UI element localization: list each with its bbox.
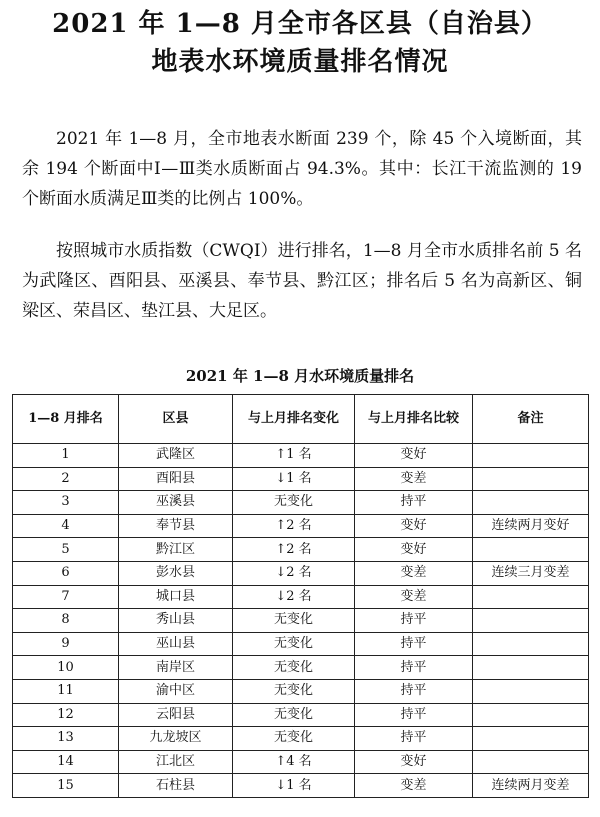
cell-compare: 变差 bbox=[355, 585, 473, 609]
cell-rank: 10 bbox=[13, 656, 119, 680]
cell-district: 江北区 bbox=[119, 750, 233, 774]
table-header-row bbox=[13, 395, 589, 444]
table-caption: 2021 年 1—8 月水环境质量排名 bbox=[185, 367, 415, 385]
cell-district: 秀山县 bbox=[119, 609, 233, 633]
cell-rank: 7 bbox=[13, 585, 119, 609]
cell-note bbox=[473, 538, 589, 562]
cell-change: ↓2 名 bbox=[233, 561, 355, 585]
cell-compare: 持平 bbox=[355, 491, 473, 515]
header-compare: 与上月排名比较 bbox=[355, 395, 473, 444]
cell-compare: 变差 bbox=[355, 467, 473, 491]
cell-rank: 6 bbox=[13, 561, 119, 585]
cell-note: 连续两月变差 bbox=[473, 774, 589, 798]
ranking-table bbox=[12, 394, 589, 798]
cell-change: ↑4 名 bbox=[233, 750, 355, 774]
table-body bbox=[13, 444, 589, 798]
cell-compare: 持平 bbox=[355, 727, 473, 751]
cell-compare: 变差 bbox=[355, 561, 473, 585]
header-rank: 1—8 月排名 bbox=[13, 395, 119, 444]
table-row bbox=[13, 632, 589, 656]
table-row bbox=[13, 444, 589, 468]
cell-district: 巫山县 bbox=[119, 632, 233, 656]
cell-district: 石柱县 bbox=[119, 774, 233, 798]
cell-rank: 1 bbox=[13, 444, 119, 468]
cell-district: 南岸区 bbox=[119, 656, 233, 680]
cell-note bbox=[473, 467, 589, 491]
cell-note bbox=[473, 609, 589, 633]
cell-compare: 变好 bbox=[355, 538, 473, 562]
table-row bbox=[13, 514, 589, 538]
cell-rank: 13 bbox=[13, 727, 119, 751]
cell-change: 无变化 bbox=[233, 727, 355, 751]
cell-rank: 12 bbox=[13, 703, 119, 727]
table-row bbox=[13, 585, 589, 609]
cell-compare: 持平 bbox=[355, 609, 473, 633]
table-row bbox=[13, 656, 589, 680]
cell-note bbox=[473, 679, 589, 703]
table-row bbox=[13, 774, 589, 798]
cell-change: ↑2 名 bbox=[233, 514, 355, 538]
cell-rank: 9 bbox=[13, 632, 119, 656]
cell-compare: 持平 bbox=[355, 632, 473, 656]
cell-compare: 变差 bbox=[355, 774, 473, 798]
table-row bbox=[13, 609, 589, 633]
paragraph-ranking: 按照城市水质指数（CWQI）进行排名，1—8 月全市水质排名前 5 名为武隆区、酉阳县、巫溪县、奉节县、黔江区；排名后 5 名为高新区、铜梁区、荣昌区、垫江县、大足区。 bbox=[22, 241, 582, 321]
cell-change: ↓2 名 bbox=[233, 585, 355, 609]
cell-change: 无变化 bbox=[233, 632, 355, 656]
cell-rank: 4 bbox=[13, 514, 119, 538]
document-title-line2: 地表水环境质量排名情况 bbox=[151, 47, 449, 77]
cell-rank: 2 bbox=[13, 467, 119, 491]
cell-change: 无变化 bbox=[233, 656, 355, 680]
cell-change: 无变化 bbox=[233, 609, 355, 633]
header-district: 区县 bbox=[119, 395, 233, 444]
cell-note bbox=[473, 656, 589, 680]
cell-district: 武隆区 bbox=[119, 444, 233, 468]
cell-note: 连续三月变差 bbox=[473, 561, 589, 585]
cell-note bbox=[473, 491, 589, 515]
header-note: 备注 bbox=[473, 395, 589, 444]
cell-note bbox=[473, 703, 589, 727]
header-change: 与上月排名变化 bbox=[233, 395, 355, 444]
cell-district: 黔江区 bbox=[119, 538, 233, 562]
cell-change: ↓1 名 bbox=[233, 774, 355, 798]
cell-compare: 持平 bbox=[355, 679, 473, 703]
cell-district: 巫溪县 bbox=[119, 491, 233, 515]
cell-change: ↓1 名 bbox=[233, 467, 355, 491]
cell-note bbox=[473, 750, 589, 774]
cell-note bbox=[473, 632, 589, 656]
table-row bbox=[13, 538, 589, 562]
cell-rank: 3 bbox=[13, 491, 119, 515]
cell-district: 奉节县 bbox=[119, 514, 233, 538]
table-row bbox=[13, 467, 589, 491]
cell-change: 无变化 bbox=[233, 491, 355, 515]
cell-rank: 14 bbox=[13, 750, 119, 774]
cell-district: 云阳县 bbox=[119, 703, 233, 727]
cell-district: 酉阳县 bbox=[119, 467, 233, 491]
cell-rank: 5 bbox=[13, 538, 119, 562]
cell-compare: 持平 bbox=[355, 703, 473, 727]
cell-change: 无变化 bbox=[233, 703, 355, 727]
table-row bbox=[13, 561, 589, 585]
document-title-line1: 2021 年 1—8 月全市各区县（自治县） bbox=[52, 9, 548, 39]
cell-note bbox=[473, 585, 589, 609]
cell-compare: 持平 bbox=[355, 656, 473, 680]
paragraph-summary: 2021 年 1—8 月，全市地表水断面 239 个，除 45 个入境断面，其余 194 个断面中Ⅰ—Ⅲ类水质断面占 94.3%。其中：长江干流监测的 19 个断面水质满足Ⅲ类的比例占 100%。 bbox=[22, 129, 582, 209]
cell-note bbox=[473, 444, 589, 468]
cell-compare: 变好 bbox=[355, 750, 473, 774]
table-row bbox=[13, 679, 589, 703]
cell-district: 彭水县 bbox=[119, 561, 233, 585]
cell-note: 连续两月变好 bbox=[473, 514, 589, 538]
cell-rank: 15 bbox=[13, 774, 119, 798]
table-row bbox=[13, 727, 589, 751]
cell-district: 城口县 bbox=[119, 585, 233, 609]
cell-rank: 8 bbox=[13, 609, 119, 633]
cell-compare: 变好 bbox=[355, 444, 473, 468]
cell-rank: 11 bbox=[13, 679, 119, 703]
cell-change: ↑2 名 bbox=[233, 538, 355, 562]
table-row bbox=[13, 750, 589, 774]
cell-district: 九龙坡区 bbox=[119, 727, 233, 751]
table-row bbox=[13, 491, 589, 515]
cell-change: 无变化 bbox=[233, 679, 355, 703]
cell-note bbox=[473, 727, 589, 751]
cell-change: ↑1 名 bbox=[233, 444, 355, 468]
table-row bbox=[13, 703, 589, 727]
cell-compare: 变好 bbox=[355, 514, 473, 538]
cell-district: 渝中区 bbox=[119, 679, 233, 703]
